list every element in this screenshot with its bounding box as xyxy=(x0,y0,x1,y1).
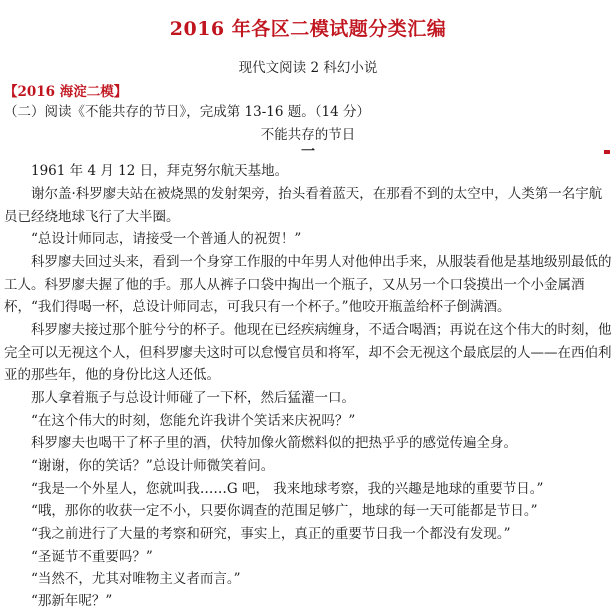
document-subtitle: 现代文阅读 2 科幻小说 xyxy=(238,60,378,76)
paragraph: “圣诞节不重要吗？” xyxy=(31,549,153,565)
paragraph: “当然不，尤其对唯物主义者而言。” xyxy=(31,571,241,587)
paragraph: 科罗廖夫回过头来，看到一个身穿工作服的中年男人对他伸出手来，从服装看他是基地级别最低的工人。科罗廖夫握了他的手。那人从裤子口袋中掏出一个瓶子，又从另一个口袋摸出一个小金属酒杯，“我们得喝一杯，总设计师同志，可我只有一个杯子。”他咬开瓶盖给杯子倒满酒。 xyxy=(4,254,612,316)
document-title: 2016 年各区二模试题分类汇编 xyxy=(169,18,447,40)
paragraph: 科罗廖夫也喝干了杯子里的酒，伏特加像火箭燃料似的把热乎乎的感觉传遍全身。 xyxy=(31,435,517,451)
paragraph: “我是一个外星人，您就叫我……G 吧， 我来地球考察，我的兴趣是地球的重要节日。” xyxy=(31,481,544,497)
exam-source-tag: 【2016 海淀二模】 xyxy=(4,84,128,100)
chapter-number: 一 xyxy=(301,144,315,160)
red-marker-dot xyxy=(604,150,610,154)
paragraph: 1961 年 4 月 12 日，拜克努尔航天基地。 xyxy=(31,163,289,179)
paragraph: “总设计师同志，请接受一个普通人的祝贺！” xyxy=(31,231,302,247)
story-title: 不能共存的节日 xyxy=(260,127,356,143)
paragraph: “我之前进行了大量的考察和研究，事实上，真正的重要节日我一个都没有发现。” xyxy=(31,526,511,542)
paragraph: “在这个伟大的时刻，您能允许我讲个笑话来庆祝吗？” xyxy=(31,413,356,429)
paragraph: “哦，那你的收获一定不小，只要你调查的范围足够广，地球的每一天可能都是节日。” xyxy=(31,503,538,519)
paragraph: 那人拿着瓶子与总设计师碰了一下杯，然后猛灌一口。 xyxy=(31,390,355,406)
paragraph: 科罗廖夫接过那个脏兮兮的杯子。他现在已经疾病缠身，不适合喝酒；再说在这个伟大的时刻，他完全可以无视这个人，但科罗廖夫这时可以怠慢官员和将军，却不会无视这个最底层的人——在西伯利亚的那些年，他的身份比这人还低。 xyxy=(4,322,612,384)
paragraph: 谢尔盖·科罗廖夫站在被烧黑的发射架旁，抬头看着蓝天，在那看不到的太空中，人类第一名宇航员已经绕地球飞行了大半圈。 xyxy=(4,186,603,225)
paragraph: “那新年呢？” xyxy=(31,593,113,609)
question-instruction: （二）阅读《不能共存的节日》，完成第 13-16 题。（14 分） xyxy=(4,104,370,120)
paragraph: “谢谢，你的笑话？”总设计师微笑着问。 xyxy=(31,458,275,474)
